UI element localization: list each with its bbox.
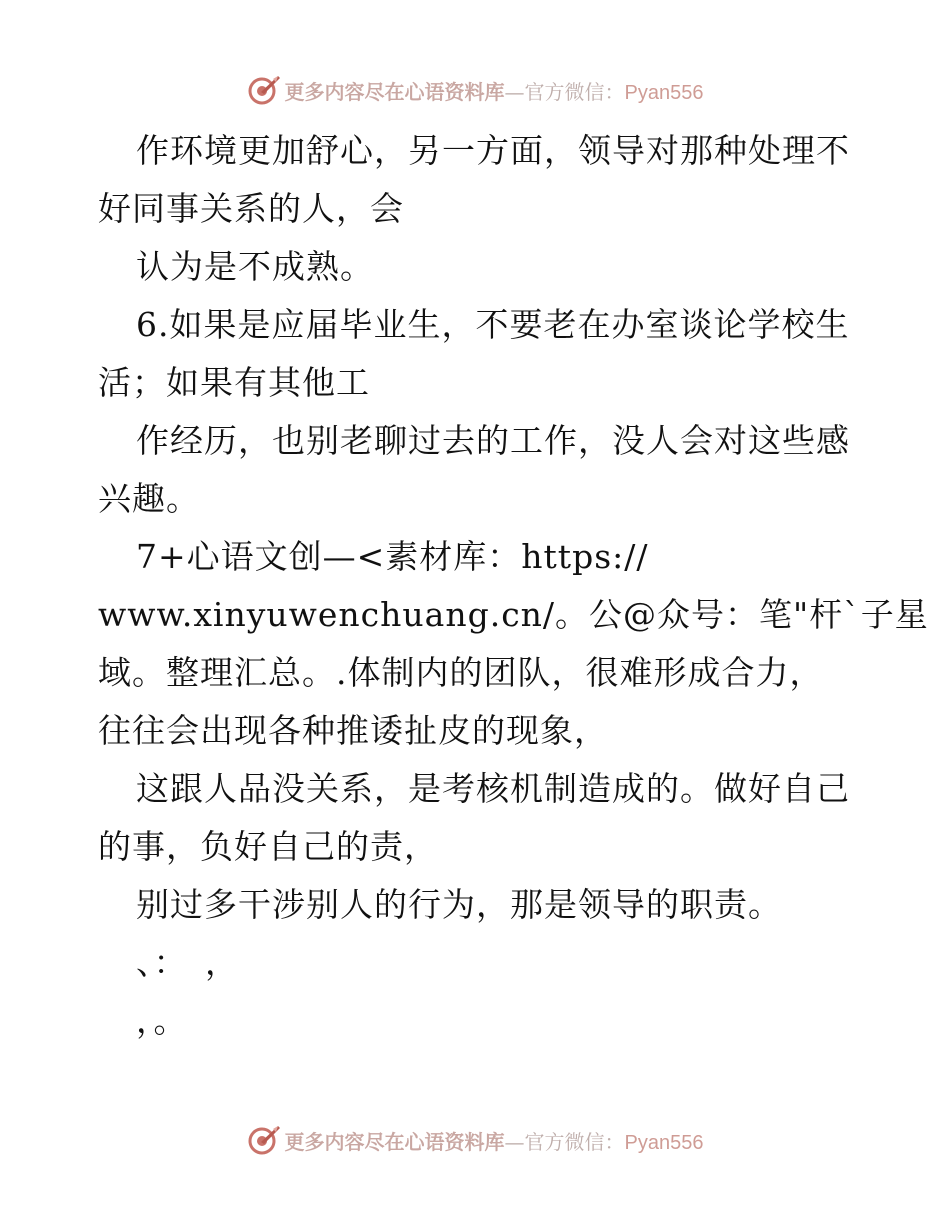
header-wechat-id: Pyan556 bbox=[624, 81, 704, 104]
footer-banner bbox=[0, 1120, 950, 1160]
body-line: 这跟人品没关系，是考核机制造成的。做好自己 bbox=[136, 769, 850, 808]
body-line: 作环境更加舒心，另一方面，领导对那种处理不 bbox=[136, 131, 850, 170]
header-official-label: 官方微信： bbox=[524, 79, 625, 104]
body-line: 认为是不成熟。 bbox=[136, 247, 374, 286]
body-line: 活；如果有其他工 bbox=[98, 363, 370, 402]
footer-separator: — bbox=[504, 1129, 525, 1154]
header-brand: 更多内容尽在心语资料库 bbox=[284, 79, 505, 104]
body-line: 别过多干涉别人的行为，那是领导的职责。 bbox=[136, 885, 782, 924]
footer-wechat-id: Pyan556 bbox=[624, 1131, 704, 1154]
body-line: 、： ， bbox=[136, 943, 239, 982]
quill-pen-logo-icon bbox=[247, 73, 281, 107]
document-body bbox=[98, 122, 929, 1050]
body-line: 6.如果是应届毕业生，不要老在办室谈论学校生 bbox=[136, 305, 850, 344]
footer-official-label: 官方微信： bbox=[524, 1129, 625, 1154]
body-line: www.xinyuwenchuang.cn/。公@众号：笔"杆`子星 bbox=[98, 595, 929, 634]
footer-banner-text bbox=[285, 1126, 704, 1155]
header-banner-text bbox=[285, 76, 704, 105]
body-line: 兴趣。 bbox=[98, 479, 200, 518]
quill-pen-logo-icon bbox=[247, 1123, 281, 1157]
body-line: ，。 bbox=[136, 1001, 188, 1040]
body-line: 往往会出现各种推诿扯皮的现象， bbox=[98, 711, 608, 750]
body-line: 的事，负好自己的责， bbox=[98, 827, 438, 866]
body-line: 7+心语文创—<素材库：https:// bbox=[136, 537, 649, 576]
body-line: 好同事关系的人，会 bbox=[98, 189, 404, 228]
body-line: 域。整理汇总。.体制内的团队，很难形成合力， bbox=[98, 653, 824, 692]
body-line: 作经历，也别老聊过去的工作，没人会对这些感 bbox=[136, 421, 850, 460]
header-banner bbox=[0, 70, 950, 110]
header-separator: — bbox=[504, 79, 525, 104]
footer-brand: 更多内容尽在心语资料库 bbox=[284, 1129, 505, 1154]
